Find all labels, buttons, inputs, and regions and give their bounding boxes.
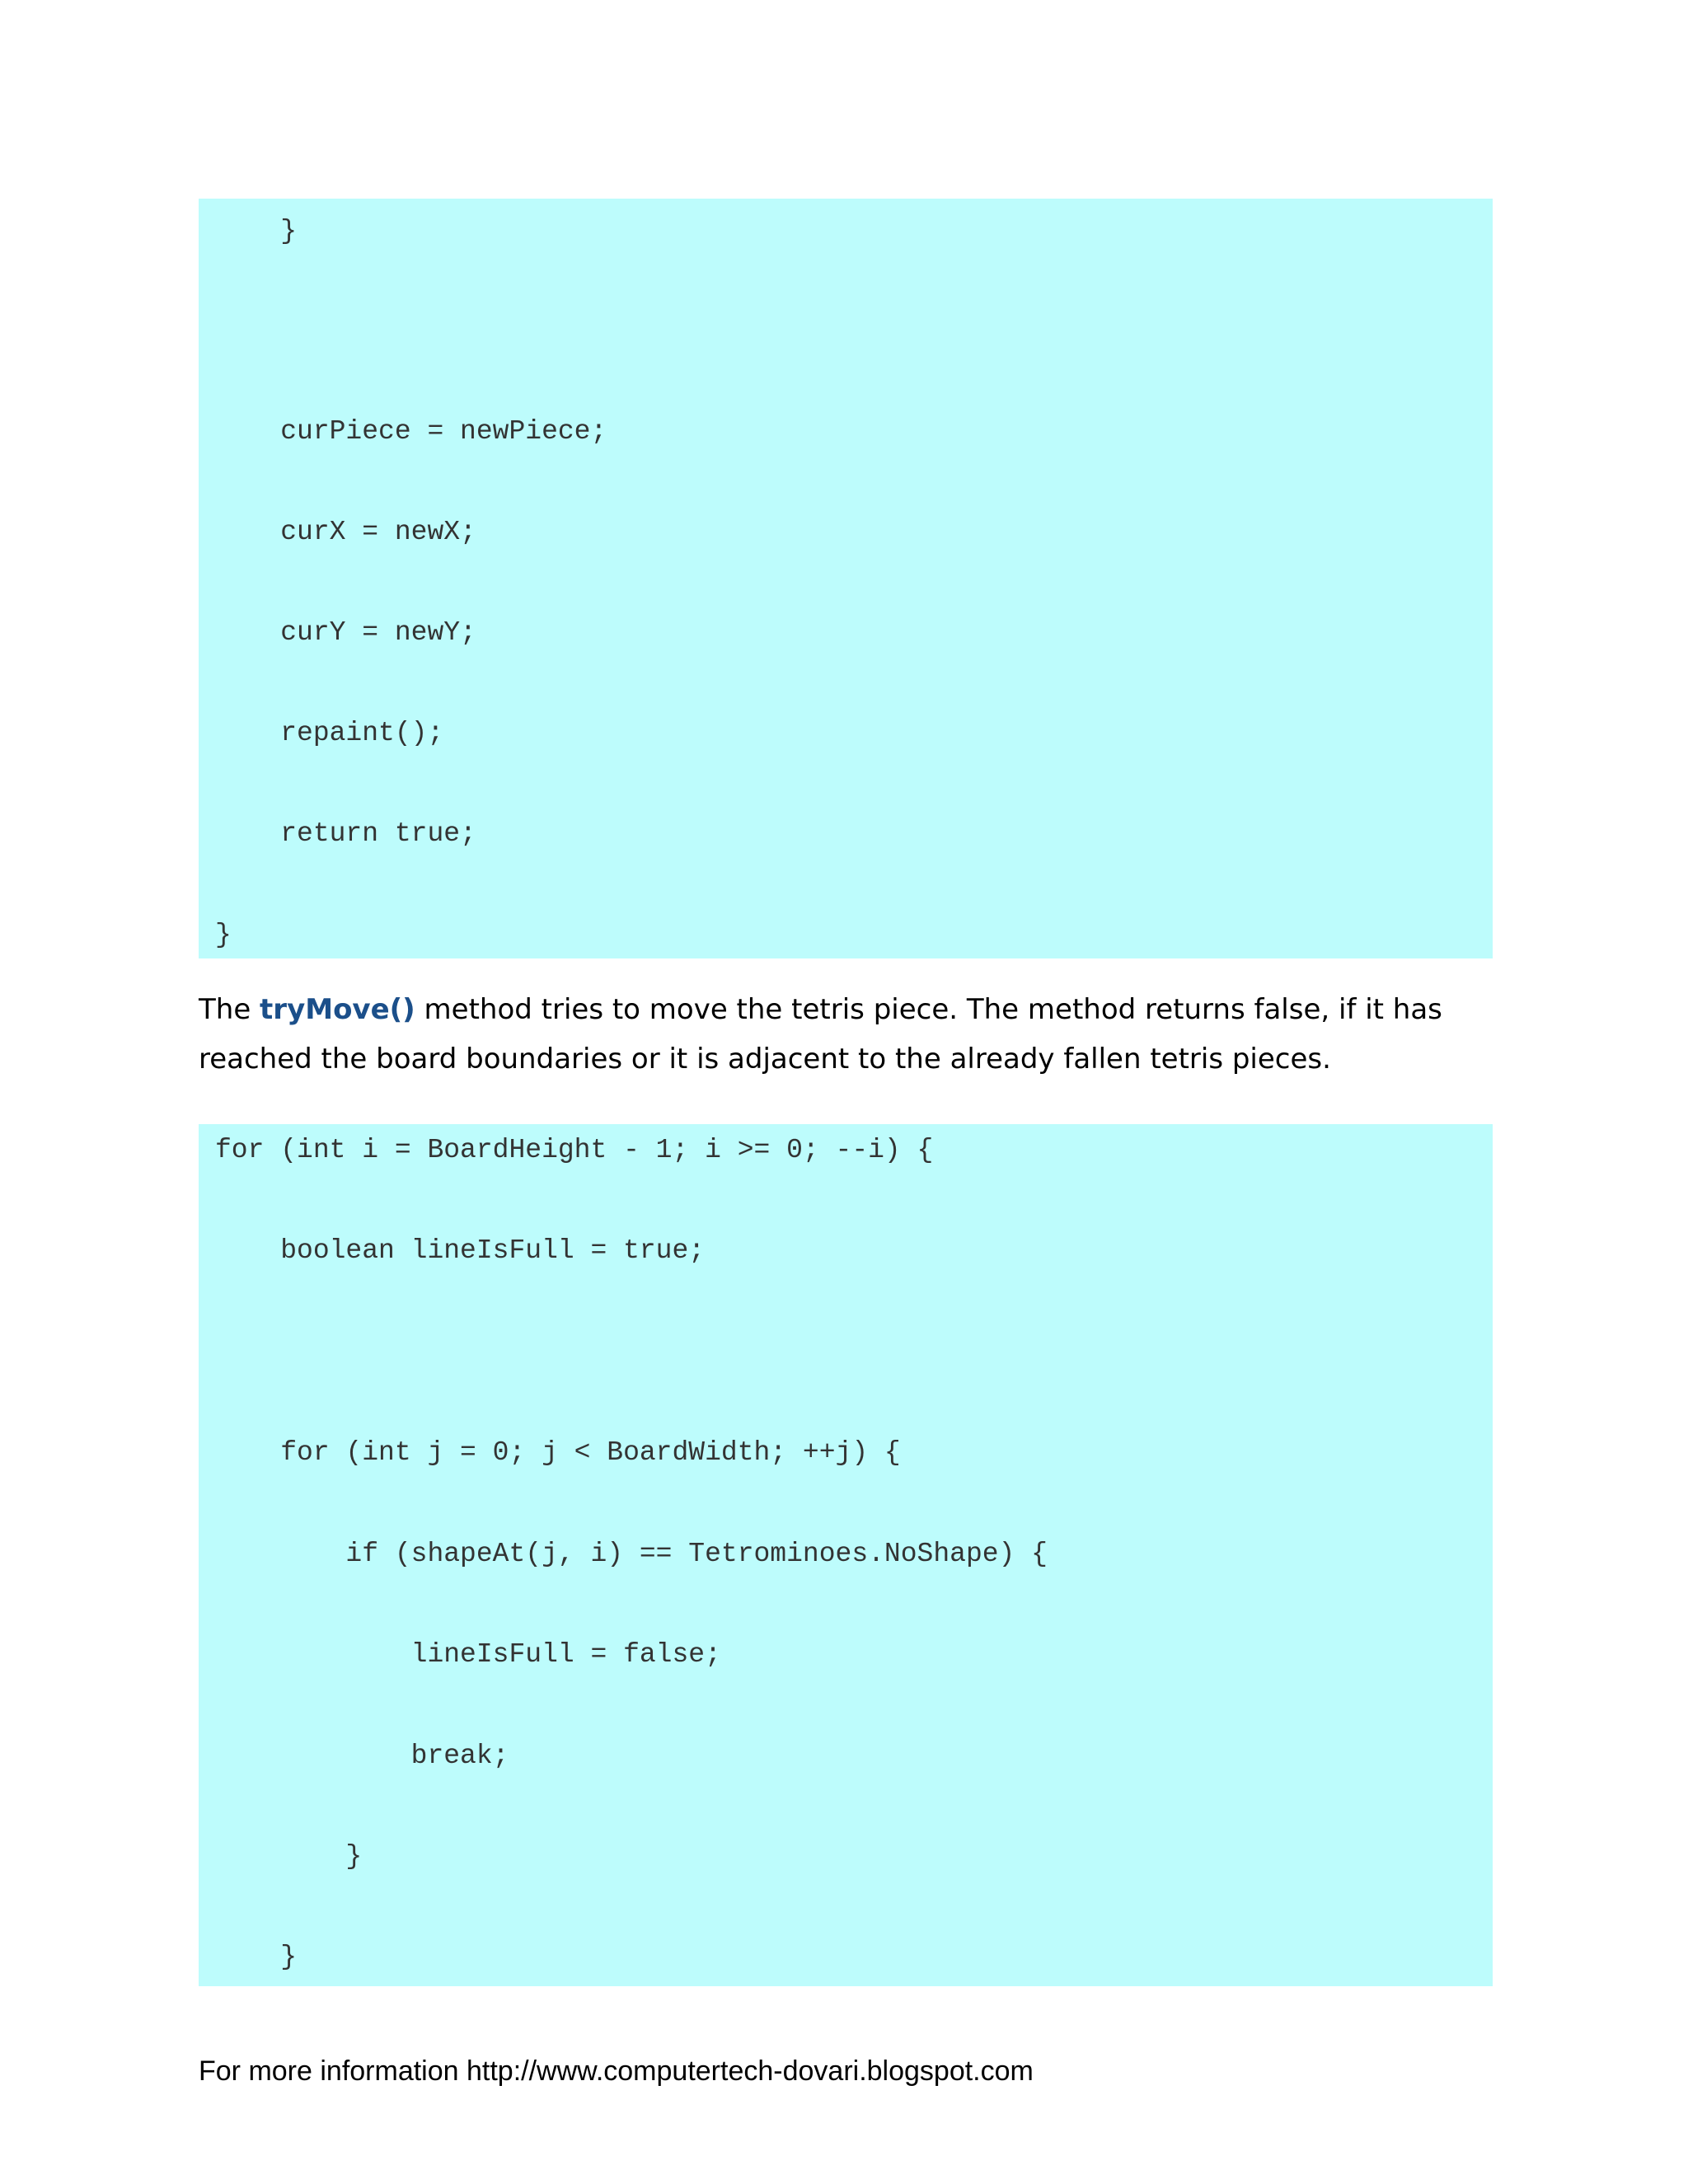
code-line: for (int j = 0; j < BoardWidth; ++j) { (215, 1437, 901, 1468)
code-block (199, 1124, 1493, 1986)
paragraph-text-rest: method tries to move the tetris piece. The method returns false, if it has reached the board boundaries or it is adjacent to the already fallen tetris pieces. (199, 993, 1442, 1076)
code-line: if (shapeAt(j, i) == Tetrominoes.NoShape) { (215, 1539, 1048, 1569)
code-line: break; (215, 1741, 509, 1771)
code-line: lineIsFull = false; (215, 1639, 721, 1670)
code-line: } (215, 1841, 363, 1872)
code-line: curY = newY; (215, 617, 476, 648)
method-name: tryMove() (260, 993, 415, 1026)
code-line: curX = newX; (215, 517, 476, 547)
footer-text: For more information http://www.computertech-dovari.blogspot.com (199, 2055, 1034, 2087)
description-paragraph (199, 985, 1501, 1084)
code-line: } (215, 216, 298, 246)
code-line: curPiece = newPiece; (215, 416, 607, 447)
code-line: return true; (215, 818, 476, 849)
code-line: repaint(); (215, 718, 444, 748)
paragraph-text-start: The (199, 993, 260, 1026)
code-line: boolean lineIsFull = true; (215, 1235, 706, 1266)
code-line: } (215, 920, 232, 950)
code-line: } (215, 1942, 298, 1972)
code-block (199, 199, 1493, 958)
code-line: for (int i = BoardHeight - 1; i >= 0; --i) { (215, 1135, 934, 1165)
